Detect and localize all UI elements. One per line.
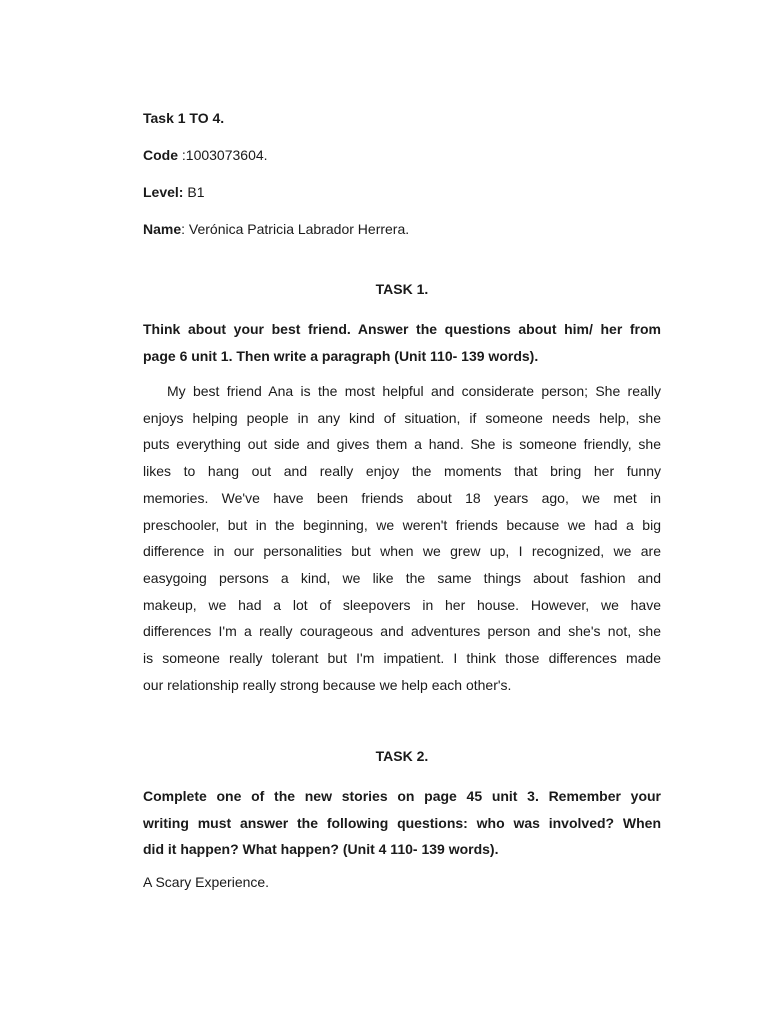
paragraph-line: likes to hang out and really enjoy the moments that bring her funny <box>143 463 661 480</box>
paragraph-line: is someone really tolerant but I'm impatient. I think those differences made <box>143 650 661 667</box>
task1-prompt <box>143 316 661 369</box>
task1-paragraph <box>143 378 661 698</box>
document-title <box>143 108 661 128</box>
paragraph-line: differences I'm a really courageous and adventures person and she's not, she <box>143 623 661 640</box>
paragraph-line: memories. We've have been friends about 18 years ago, we met in <box>143 489 661 506</box>
task2-heading: TASK 2. <box>375 748 429 765</box>
paragraph-line: My best friend Ana is the most helpful and considerate person; She really <box>167 383 661 399</box>
task1-prompt-line: Think about your best friend. Answer the questions about him/ her from <box>143 321 661 337</box>
paragraph-line: makeup, we had a lot of sleepovers in her house. However, we have <box>143 596 661 613</box>
story-title: A Scary Experience. <box>143 873 270 890</box>
task2-prompt <box>143 783 661 863</box>
document-page <box>143 108 661 892</box>
task1-heading: TASK 1. <box>375 281 429 297</box>
code-value: :1003073604. <box>178 147 268 163</box>
paragraph-line: enjoys helping people in any kind of situation, if someone needs help, she <box>143 409 661 426</box>
name-label: Name <box>143 221 182 237</box>
paragraph-line: puts everything out side and gives them a hand. She is someone friendly, she <box>143 436 661 453</box>
task2-prompt-line: writing must answer the following questions: who was involved? When <box>143 814 661 831</box>
code-line <box>143 145 661 165</box>
task2-prompt-line: did it happen? What happen? (Unit 4 110- 139 words). <box>143 841 499 858</box>
level-value: B1 <box>183 184 205 200</box>
paragraph-line: easygoing persons a kind, we like the same things about fashion and <box>143 569 661 586</box>
task2-prompt-line: Complete one of the new stories on page 45 unit 3. Remember your <box>143 788 661 805</box>
task1-prompt-line: page 6 unit 1. Then write a paragraph (Unit 110- 139 words). <box>143 347 539 364</box>
paragraph-line: preschooler, but in the beginning, we weren't friends because we had a big <box>143 516 661 533</box>
code-label: Code <box>143 147 178 163</box>
level-line <box>143 182 661 202</box>
level-label: Level: <box>143 184 184 200</box>
paragraph-line: difference in our personalities but when we grew up, I recognized, we are <box>143 543 661 560</box>
name-value: : Verónica Patricia Labrador Herrera. <box>181 221 410 237</box>
paragraph-line: our relationship really strong because we help each other's. <box>143 676 512 693</box>
title-text: Task 1 TO 4. <box>143 110 225 126</box>
name-line <box>143 219 661 239</box>
